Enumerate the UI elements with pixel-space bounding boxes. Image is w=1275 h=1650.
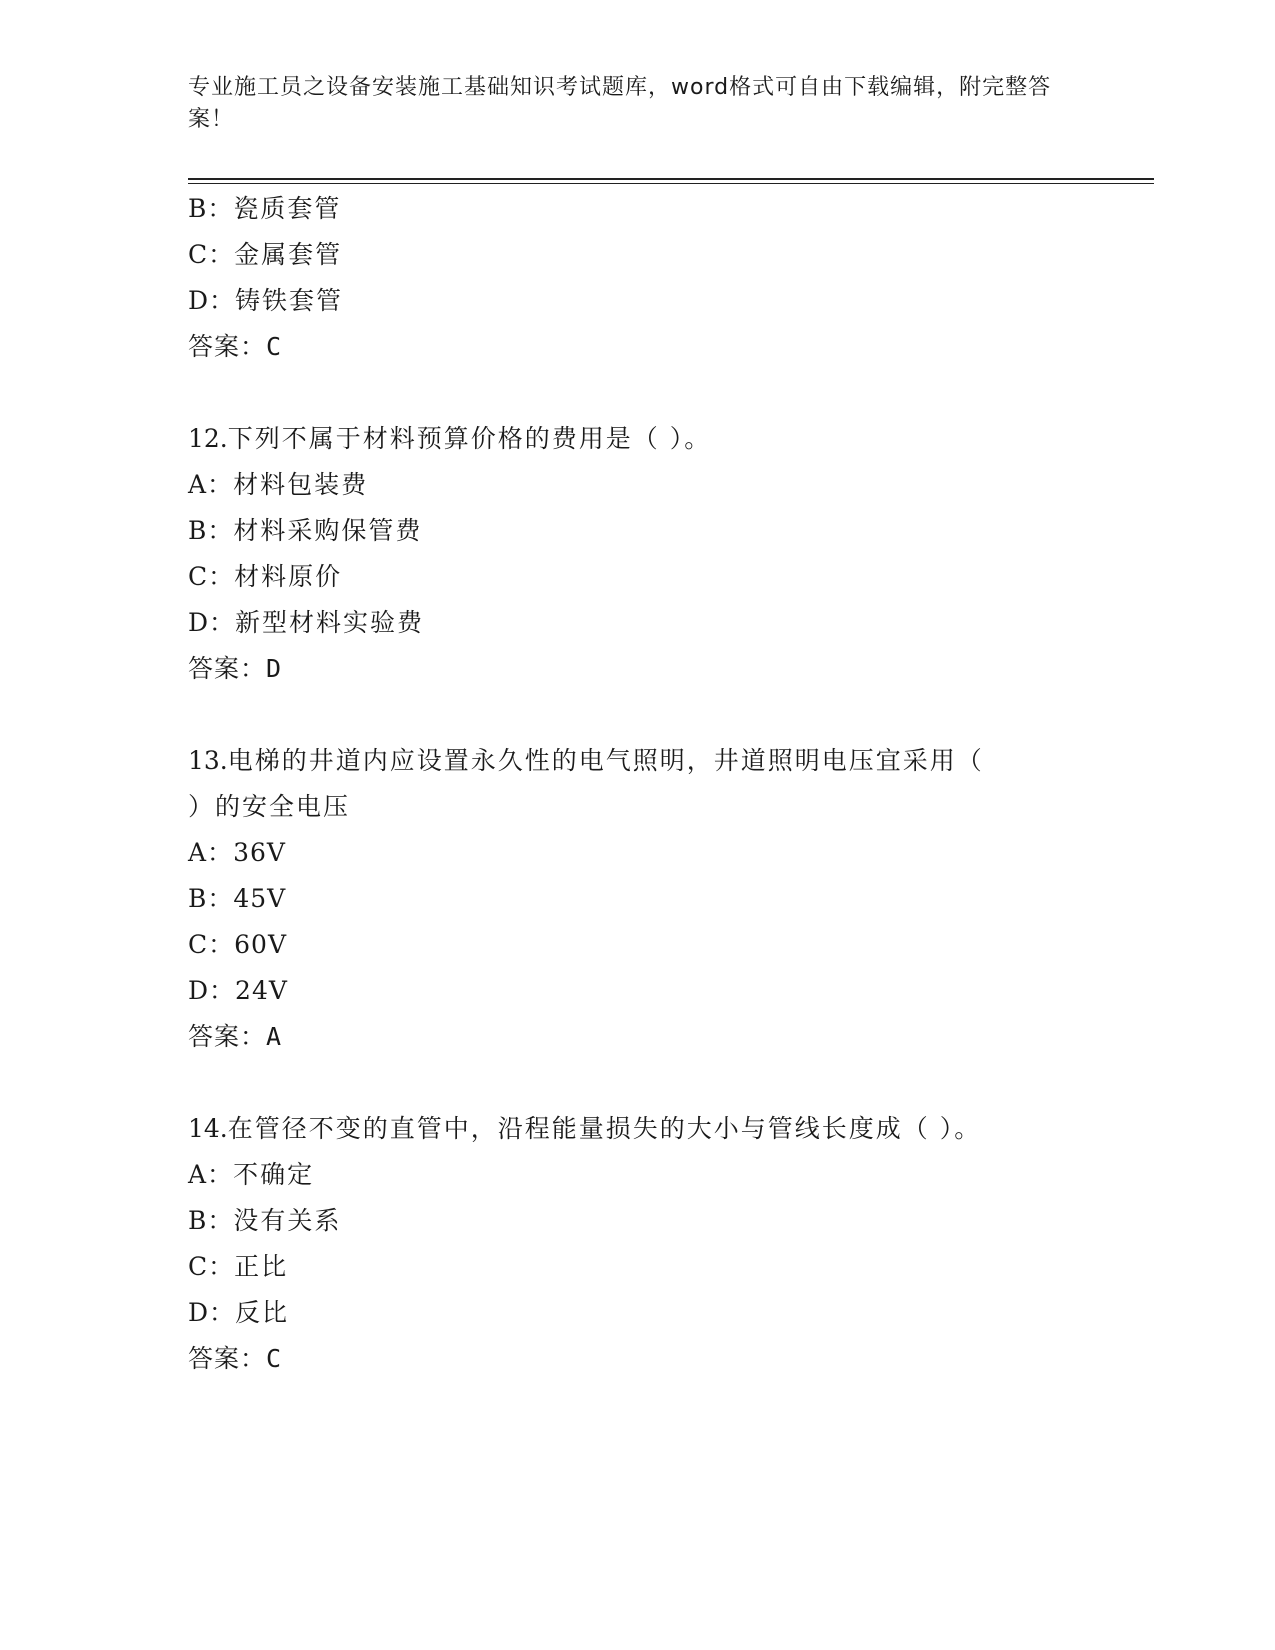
answer-value: A	[266, 1022, 283, 1051]
option-a	[188, 1152, 1068, 1198]
answer-line	[188, 646, 1068, 692]
document-header	[188, 72, 1068, 136]
option-letter: A：	[188, 470, 234, 499]
option-letter: B：	[188, 516, 234, 545]
prev-question-block	[188, 186, 1068, 370]
option-text: 没有关系	[233, 1206, 342, 1235]
question-number: 13.	[188, 746, 228, 775]
option-letter: C：	[188, 240, 235, 269]
option-b	[188, 508, 1068, 554]
option-letter: D：	[188, 608, 236, 637]
option-letter: D：	[188, 286, 236, 315]
answer-value: C	[266, 332, 283, 361]
answer-label: 答案：	[188, 654, 267, 683]
option-c	[188, 1244, 1068, 1290]
option-c	[188, 232, 1068, 278]
option-letter: C：	[188, 930, 235, 959]
question-stem: 电梯的井道内应设置永久性的电气照明，井道照明电压宜采用（	[227, 746, 984, 775]
option-b	[188, 1198, 1068, 1244]
option-letter: D：	[188, 976, 236, 1005]
option-a	[188, 830, 1068, 876]
answer-value: D	[266, 654, 283, 683]
option-b	[188, 876, 1068, 922]
option-d	[188, 1290, 1068, 1336]
answer-label: 答案：	[188, 1022, 267, 1051]
header-rule-thick	[188, 178, 1154, 180]
option-text: 新型材料实验费	[235, 608, 425, 637]
option-text: 正比	[234, 1252, 289, 1281]
option-text: 60V	[234, 930, 288, 959]
option-a	[188, 462, 1068, 508]
option-letter: D：	[188, 1298, 236, 1327]
header-title: 专业施工员之设备安装施工基础知识考试题库，word格式可自由下载编辑，附完整答案！	[188, 75, 1052, 132]
option-text: 不确定	[233, 1160, 315, 1189]
answer-line	[188, 1014, 1068, 1060]
option-text: 材料采购保管费	[233, 516, 423, 545]
option-text: 铸铁套管	[235, 286, 344, 315]
question-stem-cont: ）的安全电压	[188, 792, 351, 821]
option-text: 45V	[233, 884, 287, 913]
option-text: 材料原价	[234, 562, 343, 591]
question-list	[188, 186, 1068, 1382]
option-text: 反比	[235, 1298, 290, 1327]
question-text	[188, 416, 1068, 462]
spacer	[188, 1060, 1068, 1106]
option-letter: C：	[188, 1252, 235, 1281]
question-number: 12.	[188, 424, 228, 453]
option-c	[188, 922, 1068, 968]
spacer	[188, 370, 1068, 416]
question-13	[188, 738, 1068, 1060]
option-c	[188, 554, 1068, 600]
option-text: 材料包装费	[233, 470, 369, 499]
spacer	[188, 692, 1068, 738]
option-letter: A：	[188, 838, 234, 867]
option-letter: B：	[188, 1206, 234, 1235]
question-14	[188, 1106, 1068, 1382]
option-letter: A：	[188, 1160, 234, 1189]
option-text: 36V	[233, 838, 286, 867]
option-text: 24V	[235, 976, 288, 1005]
option-letter: B：	[188, 884, 234, 913]
answer-label: 答案：	[188, 1344, 267, 1373]
option-text: 瓷质套管	[233, 194, 342, 223]
question-12	[188, 416, 1068, 692]
question-stem: 下列不属于材料预算价格的费用是（ ）。	[227, 424, 712, 453]
option-letter: C：	[188, 562, 235, 591]
option-d	[188, 278, 1068, 324]
header-rule-thin	[188, 183, 1154, 184]
question-text-continued	[188, 784, 1068, 830]
answer-value: C	[266, 1344, 283, 1373]
option-letter: B：	[188, 194, 234, 223]
answer-line	[188, 324, 1068, 370]
question-stem: 在管径不变的直管中，沿程能量损失的大小与管线长度成（ ）。	[227, 1114, 982, 1143]
question-text	[188, 738, 1068, 784]
question-text	[188, 1106, 1068, 1152]
option-b	[188, 186, 1068, 232]
question-number: 14.	[188, 1114, 228, 1143]
answer-line	[188, 1336, 1068, 1382]
option-d	[188, 600, 1068, 646]
answer-label: 答案：	[188, 332, 267, 361]
option-d	[188, 968, 1068, 1014]
option-text: 金属套管	[234, 240, 343, 269]
